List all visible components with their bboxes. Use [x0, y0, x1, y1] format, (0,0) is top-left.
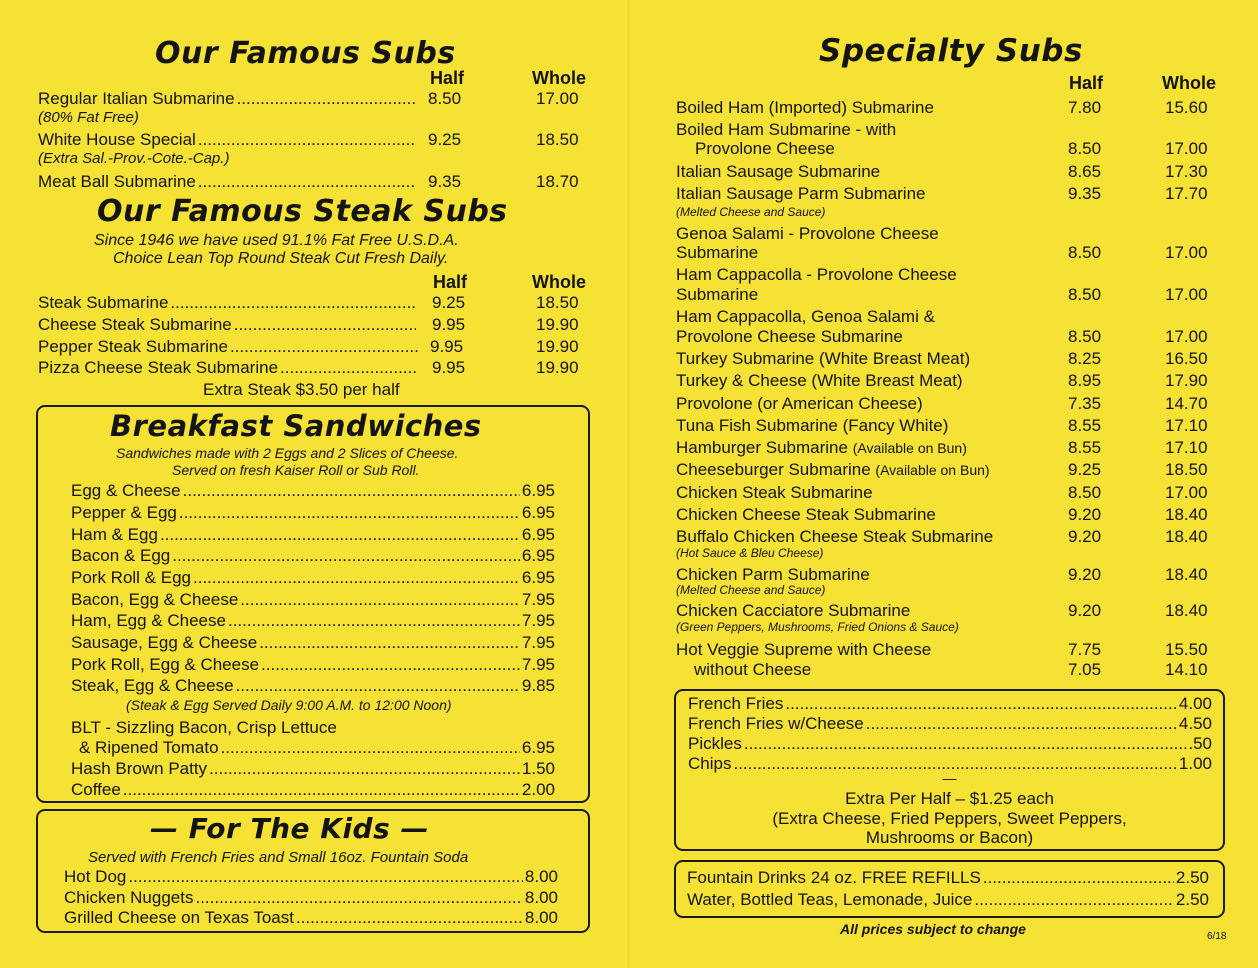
menu-item — [71, 546, 555, 566]
item-half-price: 8.55 — [1068, 438, 1102, 457]
menu-item — [71, 568, 555, 588]
item-name: French Fries w/Cheese — [688, 714, 864, 733]
kids-title: — For The Kids — — [150, 812, 430, 845]
item-name: Provolone Cheese Submarine — [676, 327, 903, 346]
item-name: Chicken Cacciatore Submarine — [676, 601, 911, 620]
menu-item — [38, 89, 418, 109]
item-name: Buffalo Chicken Cheese Steak Submarine — [676, 527, 994, 546]
menu-item — [676, 438, 967, 458]
item-whole-price: 19.90 — [536, 337, 579, 356]
menu-item — [38, 172, 418, 192]
item-price: 2.50 — [1175, 890, 1209, 909]
menu-item — [71, 503, 555, 523]
menu-item — [687, 868, 1209, 888]
menu-item — [79, 738, 555, 758]
item-name: Hash Brown Patty — [71, 759, 208, 778]
item-whole-price: 18.40 — [1165, 505, 1208, 524]
item-price: 4.00 — [1178, 694, 1212, 713]
item-name: Turkey & Cheese (White Breast Meat) — [676, 371, 963, 390]
item-whole-price: 16.50 — [1165, 349, 1208, 368]
prices-note: All prices subject to change — [840, 921, 1026, 937]
right-page — [629, 0, 1258, 968]
item-name: Tuna Fish Submarine (Fancy White) — [676, 416, 949, 435]
item-half-price: 9.20 — [1068, 505, 1102, 524]
item-name: Cheeseburger Submarine — [676, 460, 871, 479]
item-whole-price: 17.00 — [1165, 483, 1208, 502]
item-name: Chicken Steak Submarine — [676, 483, 873, 502]
item-name: Chicken Parm Submarine — [676, 565, 870, 584]
item-half-price: 9.95 — [432, 358, 466, 377]
item-half-price: 9.20 — [1068, 527, 1102, 546]
item-half-price: 8.95 — [1068, 371, 1102, 390]
extra-options-line1: (Extra Cheese, Fried Peppers, Sweet Peppers, — [772, 809, 1127, 828]
item-price: 7.95 — [521, 633, 555, 652]
item-price: 9.85 — [521, 676, 555, 695]
item-half-price: 7.35 — [1068, 394, 1102, 413]
item-whole-price: 17.00 — [1165, 243, 1208, 262]
item-whole-price: 15.60 — [1165, 98, 1208, 117]
blt-line1: BLT - Sizzling Bacon, Crisp Lettuce — [71, 718, 337, 737]
item-name: Hamburger Submarine — [676, 438, 848, 457]
item-price: 7.95 — [521, 655, 555, 674]
item-whole-price: 18.50 — [1165, 460, 1208, 479]
item-whole-price: 18.40 — [1165, 527, 1208, 546]
item-whole-price: 17.00 — [1165, 285, 1208, 304]
item-half-price: 9.20 — [1068, 565, 1102, 584]
edition-code: 6/18 — [1207, 931, 1227, 942]
item-price: 2.50 — [1175, 868, 1209, 887]
item-price: 6.95 — [521, 481, 555, 500]
menu-item — [71, 655, 555, 675]
item-whole-price: 17.00 — [1165, 327, 1208, 346]
item-name: Boiled Ham (Imported) Submarine — [676, 98, 934, 117]
item-half-price: 8.50 — [1068, 243, 1102, 262]
item-note: (Melted Cheese and Sauce) — [676, 205, 826, 219]
breakfast-desc-line2: Served on fresh Kaiser Roll or Sub Roll. — [172, 462, 420, 478]
steak-desc-line1: Since 1946 we have used 91.1% Fat Free U.S.D.A. — [94, 232, 459, 249]
item-name: White House Special — [38, 130, 196, 149]
menu-item — [71, 481, 555, 501]
item-name: Pizza Cheese Steak Submarine — [38, 358, 279, 377]
item-name: Hot Veggie Supreme with Cheese — [676, 640, 932, 659]
item-half-price: 9.25 — [1068, 460, 1102, 479]
menu-item — [64, 867, 558, 887]
item-half-price: 8.50 — [1068, 285, 1102, 304]
item-note: (Green Peppers, Mushrooms, Fried Onions & Sauce) — [676, 620, 959, 634]
item-price: 6.95 — [521, 738, 555, 757]
item-whole-price: 18.70 — [536, 172, 579, 191]
steak-subs-title: Our Famous Steak Subs — [97, 194, 508, 229]
item-half-price: 7.05 — [1068, 660, 1102, 679]
item-price: 6.95 — [521, 525, 555, 544]
menu-item — [38, 337, 420, 357]
item-price: 8.00 — [524, 867, 558, 886]
steak-whole-header: Whole — [532, 272, 586, 292]
item-whole-price: 17.30 — [1165, 162, 1208, 181]
item-name: Provolone (or American Cheese) — [676, 394, 923, 413]
item-half-price: 7.80 — [1068, 98, 1102, 117]
steak-egg-note: (Steak & Egg Served Daily 9:00 A.M. to 12:00 Noon) — [126, 697, 452, 713]
menu-item — [71, 759, 555, 779]
item-name: Pepper Steak Submarine — [38, 337, 228, 356]
item-half-price: 9.35 — [1068, 184, 1102, 203]
item-half-price: 7.75 — [1068, 640, 1102, 659]
steak-desc-line2: Choice Lean Top Round Steak Cut Fresh Daily. — [113, 250, 449, 267]
item-half-price: 9.25 — [432, 293, 466, 312]
item-name: Chips — [688, 754, 732, 773]
item-whole-price: 17.90 — [1165, 371, 1208, 390]
menu-item — [676, 460, 990, 480]
item-name: Bacon & Egg — [71, 546, 171, 565]
item-price: 7.95 — [521, 590, 555, 609]
item-whole-price: 17.70 — [1165, 184, 1208, 203]
item-name: Ham Cappacolla, Genoa Salami & — [676, 307, 935, 326]
item-half-price: 9.35 — [428, 172, 462, 191]
item-name: Grilled Cheese on Texas Toast — [64, 908, 294, 927]
breakfast-title: Breakfast Sandwiches — [110, 409, 482, 443]
menu-item — [71, 633, 555, 653]
item-name: without Cheese — [694, 660, 812, 679]
menu-item — [38, 130, 418, 150]
item-name: French Fries — [688, 694, 784, 713]
item-whole-price: 18.50 — [536, 293, 579, 312]
item-note: (80% Fat Free) — [38, 109, 139, 126]
item-half-price: 8.25 — [1068, 349, 1102, 368]
item-half-price: 9.25 — [428, 130, 462, 149]
menu-item — [71, 590, 555, 610]
item-name: Pork Roll, Egg & Cheese — [71, 655, 260, 674]
item-name: Genoa Salami - Provolone Cheese — [676, 224, 939, 243]
item-price: 8.00 — [524, 908, 558, 927]
menu-item — [688, 734, 1212, 754]
kids-desc: Served with French Fries and Small 16oz. Fountain Soda — [88, 849, 469, 866]
item-whole-price: 17.10 — [1165, 416, 1208, 435]
item-note: (Hot Sauce & Bleu Cheese) — [676, 546, 824, 560]
item-small-note: (Available on Bun) — [852, 440, 967, 456]
menu-item — [64, 908, 558, 928]
item-name: Steak, Egg & Cheese — [71, 676, 234, 695]
item-price: .50 — [1188, 734, 1212, 753]
item-name: Turkey Submarine (White Breast Meat) — [676, 349, 971, 368]
specialty-whole-header: Whole — [1162, 73, 1216, 93]
menu-item — [688, 694, 1212, 714]
item-name: Cheese Steak Submarine — [38, 315, 232, 334]
item-half-price: 8.50 — [1068, 139, 1102, 158]
item-note: (Melted Cheese and Sauce) — [676, 583, 826, 597]
item-price: 6.95 — [521, 568, 555, 587]
item-half-price: 8.55 — [1068, 416, 1102, 435]
menu-item — [38, 358, 420, 378]
item-whole-price: 19.90 — [536, 358, 579, 377]
item-name: Provolone Cheese — [695, 139, 835, 158]
item-price: 6.95 — [521, 503, 555, 522]
item-name: Pepper & Egg — [71, 503, 177, 522]
item-half-price: 8.50 — [1068, 327, 1102, 346]
extra-per-half: Extra Per Half – $1.25 each — [845, 789, 1054, 808]
item-name: Egg & Cheese — [71, 481, 181, 500]
item-name: Boiled Ham Submarine - with — [676, 120, 897, 139]
menu-item — [687, 890, 1209, 910]
menu-item — [71, 525, 555, 545]
item-note: (Extra Sal.-Prov.-Cote.-Cap.) — [38, 150, 230, 167]
item-price: 2.00 — [521, 780, 555, 799]
item-half-price: 9.20 — [1068, 601, 1102, 620]
item-whole-price: 18.50 — [536, 130, 579, 149]
item-name: Hot Dog — [64, 867, 127, 886]
menu-item — [71, 676, 555, 696]
item-name: Italian Sausage Parm Submarine — [676, 184, 926, 203]
menu-item — [71, 611, 555, 631]
item-name: & Ripened Tomato — [79, 738, 219, 757]
item-half-price: 8.50 — [1068, 483, 1102, 502]
item-name: Ham & Egg — [71, 525, 158, 544]
item-name: Coffee — [71, 780, 121, 799]
extra-options-line2: Mushrooms or Bacon) — [865, 828, 1034, 847]
specialty-title: Specialty Subs — [819, 33, 1083, 69]
steak-half-header: Half — [433, 272, 468, 292]
item-whole-price: 18.40 — [1165, 565, 1208, 584]
item-small-note: (Available on Bun) — [875, 462, 990, 478]
item-name: Pickles — [688, 734, 742, 753]
item-name: Chicken Nuggets — [64, 888, 194, 907]
item-name: Water, Bottled Teas, Lemonade, Juice — [687, 890, 973, 909]
item-name: Fountain Drinks 24 oz. FREE REFILLS — [687, 868, 981, 887]
breakfast-desc-line1: Sandwiches made with 2 Eggs and 2 Slices of Cheese. — [116, 445, 459, 461]
sides-divider: — — [942, 770, 957, 786]
item-price: 1.00 — [1178, 754, 1212, 773]
item-whole-price: 14.10 — [1165, 660, 1208, 679]
item-name: Ham Cappacolla - Provolone Cheese — [676, 265, 957, 284]
menu-item — [38, 293, 418, 313]
item-half-price: 8.65 — [1068, 162, 1102, 181]
item-name: Submarine — [676, 243, 759, 262]
item-name: Steak Submarine — [38, 293, 169, 312]
item-price: 6.95 — [521, 546, 555, 565]
item-price: 8.00 — [524, 888, 558, 907]
famous-subs-half-header: Half — [430, 68, 465, 88]
famous-subs-whole-header: Whole — [532, 68, 586, 88]
menu-item — [64, 888, 558, 908]
menu-item — [688, 714, 1212, 734]
specialty-half-header: Half — [1069, 73, 1104, 93]
item-price: 7.95 — [521, 611, 555, 630]
item-whole-price: 19.90 — [536, 315, 579, 334]
famous-subs-title: Our Famous Subs — [155, 36, 456, 71]
item-name: Italian Sausage Submarine — [676, 162, 881, 181]
item-name: Submarine — [676, 285, 759, 304]
item-whole-price: 18.40 — [1165, 601, 1208, 620]
extra-steak-note: Extra Steak $3.50 per half — [203, 380, 400, 399]
item-name: Meat Ball Submarine — [38, 172, 196, 191]
item-whole-price: 17.10 — [1165, 438, 1208, 457]
item-price: 1.50 — [521, 759, 555, 778]
menu-item — [38, 315, 418, 335]
item-whole-price: 14.70 — [1165, 394, 1208, 413]
item-name: Bacon, Egg & Cheese — [71, 590, 239, 609]
item-name: Chicken Cheese Steak Submarine — [676, 505, 936, 524]
item-price: 4.50 — [1178, 714, 1212, 733]
menu-item — [71, 780, 555, 800]
item-half-price: 9.95 — [432, 315, 466, 334]
item-whole-price: 17.00 — [1165, 139, 1208, 158]
item-half-price: 8.50 — [428, 89, 462, 108]
item-whole-price: 15.50 — [1165, 640, 1208, 659]
item-whole-price: 17.00 — [536, 89, 579, 108]
item-half-price: 9.95 — [430, 337, 464, 356]
item-name: Pork Roll & Egg — [71, 568, 191, 587]
item-name: Ham, Egg & Cheese — [71, 611, 226, 630]
item-name: Sausage, Egg & Cheese — [71, 633, 258, 652]
item-name: Regular Italian Submarine — [38, 89, 235, 108]
